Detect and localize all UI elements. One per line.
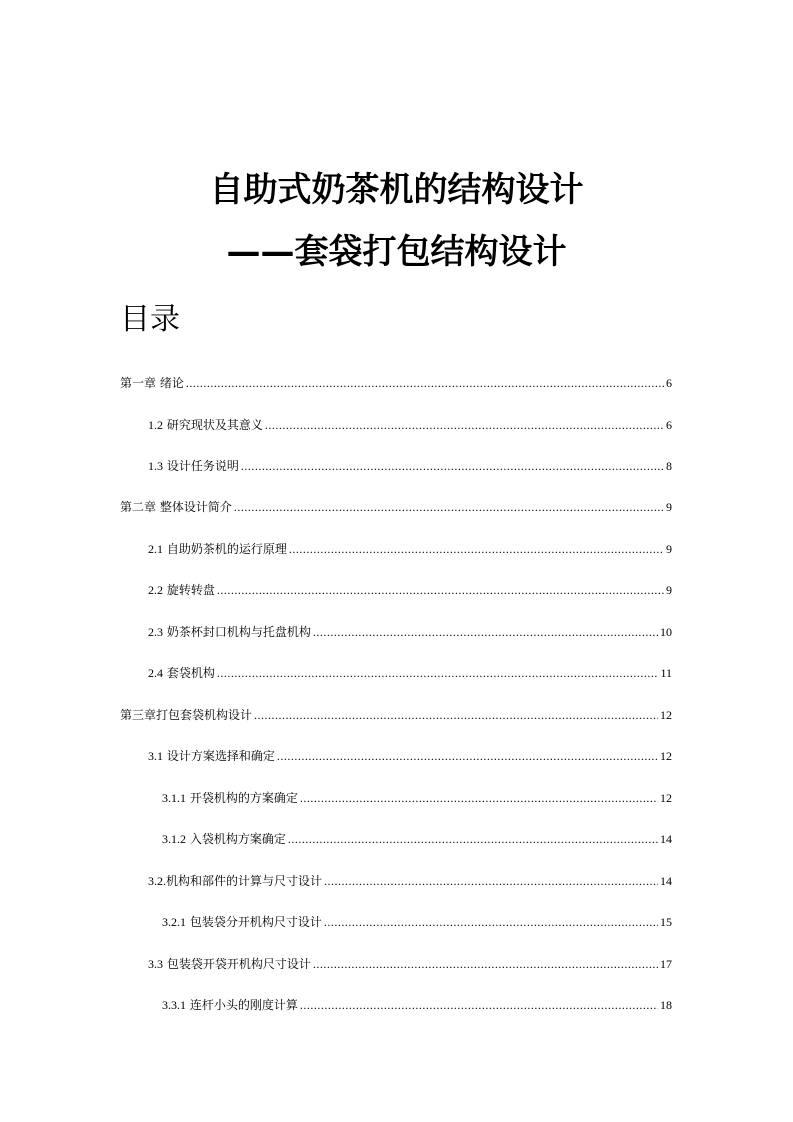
toc-entry-2-2[interactable] [148,582,672,598]
toc-page-number: 8 [666,459,672,473]
toc-entry-3-1-1[interactable] [162,790,672,806]
document-title-line-2: ——套袋打包结构设计 [226,232,567,272]
toc-entry-3-3[interactable] [148,956,672,972]
toc-entry-2-3[interactable] [148,624,672,640]
toc-entry-label: 第二章 整体设计简介 [120,500,232,514]
toc-entry-2-4[interactable] [148,665,672,681]
toc-leader-dots [300,997,658,1013]
toc-leader-dots [288,831,658,847]
toc-entry-label: 3.1 设计方案选择和确定 [148,749,275,763]
toc-leader-dots [277,748,658,764]
toc-entry-chapter-2[interactable] [120,499,672,515]
toc-entry-label: 3.1.1 开袋机构的方案确定 [162,791,298,805]
toc-leader-dots [217,582,664,598]
toc-page-number: 11 [660,666,672,680]
toc-entry-label: 3.2.机构和部件的计算与尺寸设计 [148,874,323,888]
toc-entry-chapter-3[interactable] [120,707,672,723]
toc-entry-1-2[interactable] [148,417,672,433]
toc-leader-dots [313,956,658,972]
toc-entry-label: 1.2 研究现状及其意义 [148,418,263,432]
toc-page-number: 12 [660,708,672,722]
toc-entry-3-2[interactable] [148,873,672,889]
toc-leader-dots [324,914,658,930]
toc-leader-dots [217,665,659,681]
toc-entry-label: 2.1 自助奶茶机的运行原理 [148,542,287,556]
toc-entry-3-1[interactable] [148,748,672,764]
toc-entry-3-1-2[interactable] [162,831,672,847]
toc-page-number: 17 [660,957,672,971]
toc-page-number: 6 [666,418,672,432]
toc-entry-1-3[interactable] [148,458,672,474]
toc-entry-label: 3.1.2 入袋机构方案确定 [162,832,286,846]
toc-page-number: 14 [660,874,672,888]
toc-entry-label: 1.3 设计任务说明 [148,459,239,473]
toc-entry-3-2-1[interactable] [162,914,672,930]
toc-leader-dots [241,458,664,474]
toc-page-number: 10 [660,625,672,639]
toc-entry-label: 3.3.1 连杆小头的刚度计算 [162,998,298,1012]
toc-page-number: 12 [660,749,672,763]
toc-entry-label: 3.3 包装袋开袋开机构尺寸设计 [148,957,311,971]
toc-entry-chapter-1[interactable] [120,375,672,391]
toc-page-number: 9 [666,583,672,597]
toc-entry-label: 3.2.1 包装袋分开机构尺寸设计 [162,915,322,929]
toc-entry-label: 2.2 旋转转盘 [148,583,215,597]
toc-entry-2-1[interactable] [148,541,672,557]
toc-leader-dots [300,790,658,806]
toc-entry-label: 2.4 套袋机构 [148,666,215,680]
toc-entry-label: 第三章打包套袋机构设计 [120,708,253,722]
document-title-line-1: 自助式奶茶机的结构设计 [209,170,584,210]
toc-entry-label: 第一章 绪论 [120,376,184,390]
toc-leader-dots [234,499,664,515]
toc-page-number: 9 [666,542,672,556]
toc-leader-dots [289,541,664,557]
toc-entry-label: 2.3 奶茶杯封口机构与托盘机构 [148,625,311,639]
toc-leader-dots [324,873,658,889]
toc-leader-dots [313,624,658,640]
toc-page-number: 6 [666,376,672,390]
toc-leader-dots [186,375,664,391]
toc-page-number: 12 [660,791,672,805]
toc-heading: 目录 [120,302,180,337]
toc-entry-3-3-1[interactable] [162,997,672,1013]
toc-leader-dots [265,417,664,433]
toc-page-number: 14 [660,832,672,846]
toc-page-number: 18 [660,998,672,1012]
toc-page-number: 15 [660,915,672,929]
toc-page-number: 9 [666,500,672,514]
toc-leader-dots [254,707,658,723]
